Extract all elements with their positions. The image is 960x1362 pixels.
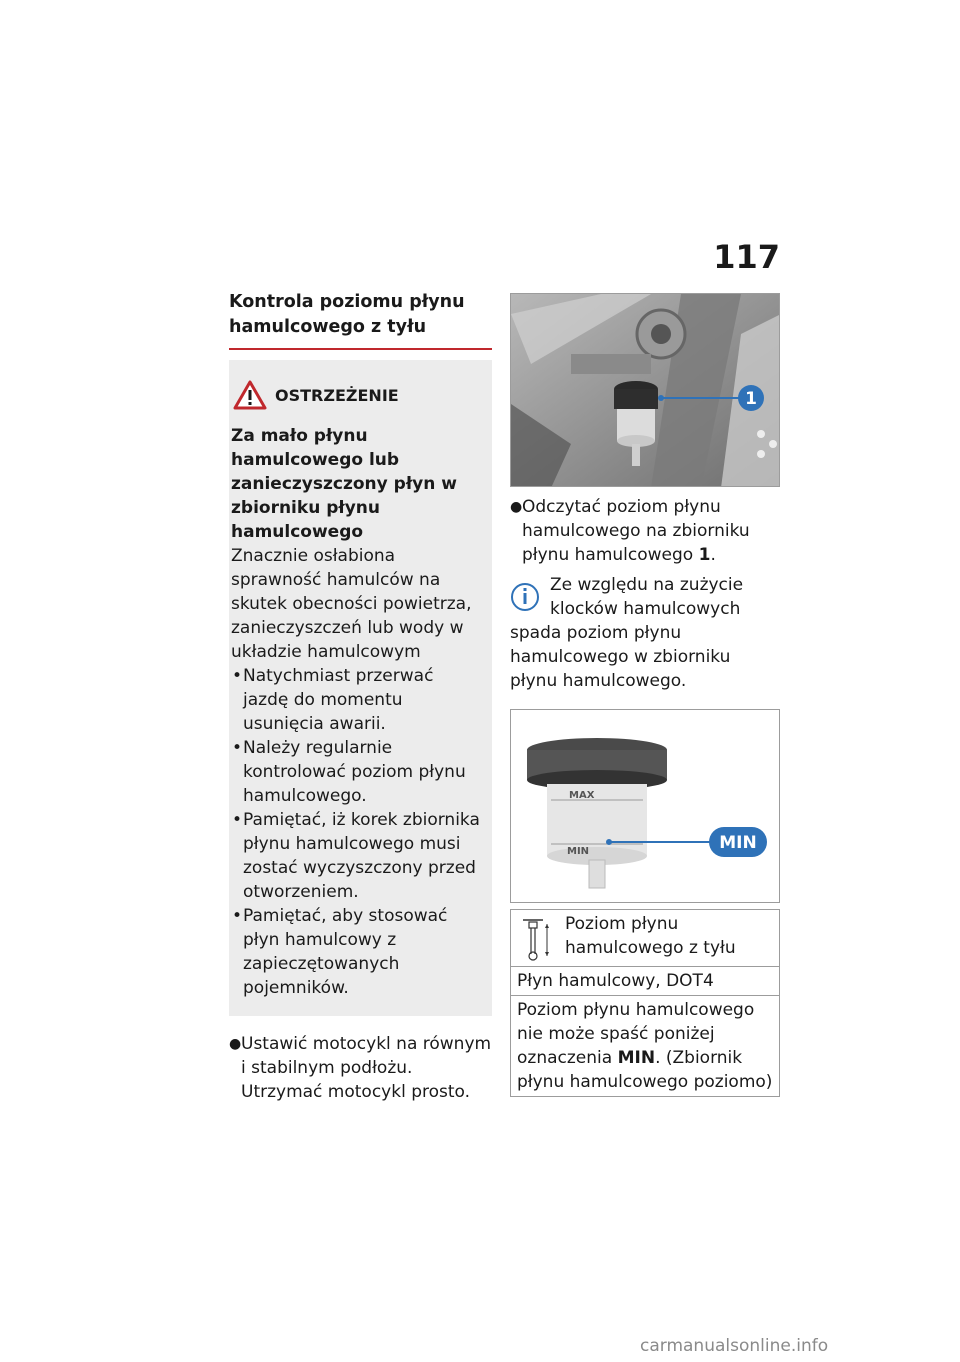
section-title: Kontrola poziomu płynu hamulcowego z tyłu xyxy=(229,292,465,337)
step-level-motorcycle: ● Ustawić motocykl na równym i stabilnym podłożu. Utrzymać motocykl prosto. xyxy=(229,1034,492,1102)
info-text: Ze względu na zużycie klocków hamulcowych spada poziom płynu hamulcowego w zbiorniku płynu hamulcowego. xyxy=(510,575,744,691)
max-mark: MAX xyxy=(569,790,595,801)
warning-label: OSTRZEŻENIE xyxy=(275,385,399,405)
brake-reservoir-photo xyxy=(510,293,780,487)
info-icon xyxy=(510,573,542,615)
info-note xyxy=(510,573,780,693)
gauge-icon xyxy=(517,912,557,964)
spec-fluid-row: Płyn hamulcowy, DOT4 xyxy=(511,966,779,995)
warning-triangle-icon xyxy=(229,378,271,412)
watermark: carmanualsonline.info xyxy=(640,1336,829,1356)
spec-note-row: Poziom płynu hamulcowego nie może spaść poniżej oznaczenia MIN. (Zbiornik płynu hamulcowego poziomo) xyxy=(511,995,779,1096)
min-mark: MIN xyxy=(567,846,590,857)
warning-header xyxy=(229,378,492,412)
list-item: • Pamiętać, iż korek zbiornika płynu hamulcowego musi zostać wyczyszczony przed otworzeniem. xyxy=(232,810,480,902)
left-column xyxy=(229,290,492,1104)
warning-box xyxy=(229,360,492,1016)
warning-heading: Za mało płynu hamulcowego lub zanieczyszczony płyn w zbiorniku płynu hamulcowego xyxy=(231,426,457,542)
title-divider xyxy=(229,348,492,350)
right-column xyxy=(510,293,780,1097)
reservoir-level-diagram xyxy=(510,709,780,903)
page-number: 117 xyxy=(713,238,780,276)
spec-title-row xyxy=(511,910,779,966)
callout-1: 1 xyxy=(745,389,757,409)
spec-title: Poziom płynu hamulcowego z tyłu xyxy=(565,914,736,958)
spec-table xyxy=(510,909,780,1097)
list-item: • Należy regularnie kontrolować poziom płynu hamulcowego. xyxy=(232,738,466,806)
list-item: • Natychmiast przerwać jazdę do momentu usunięcia awarii. xyxy=(232,666,434,734)
min-callout: MIN xyxy=(719,833,757,853)
warning-text: Znacznie osłabiona sprawność hamulców na skutek obecności powietrza, zanieczyszczeń lub wody w układzie hamulcowym xyxy=(231,546,472,662)
step-read-level: ● Odczytać poziom płynu hamulcowego na zbiorniku płynu hamulcowego 1. xyxy=(510,497,750,565)
warning-bullets xyxy=(231,664,482,1000)
list-item: • Pamiętać, aby stosować płyn hamulcowy z zapieczętowanych pojemników. xyxy=(232,906,448,998)
